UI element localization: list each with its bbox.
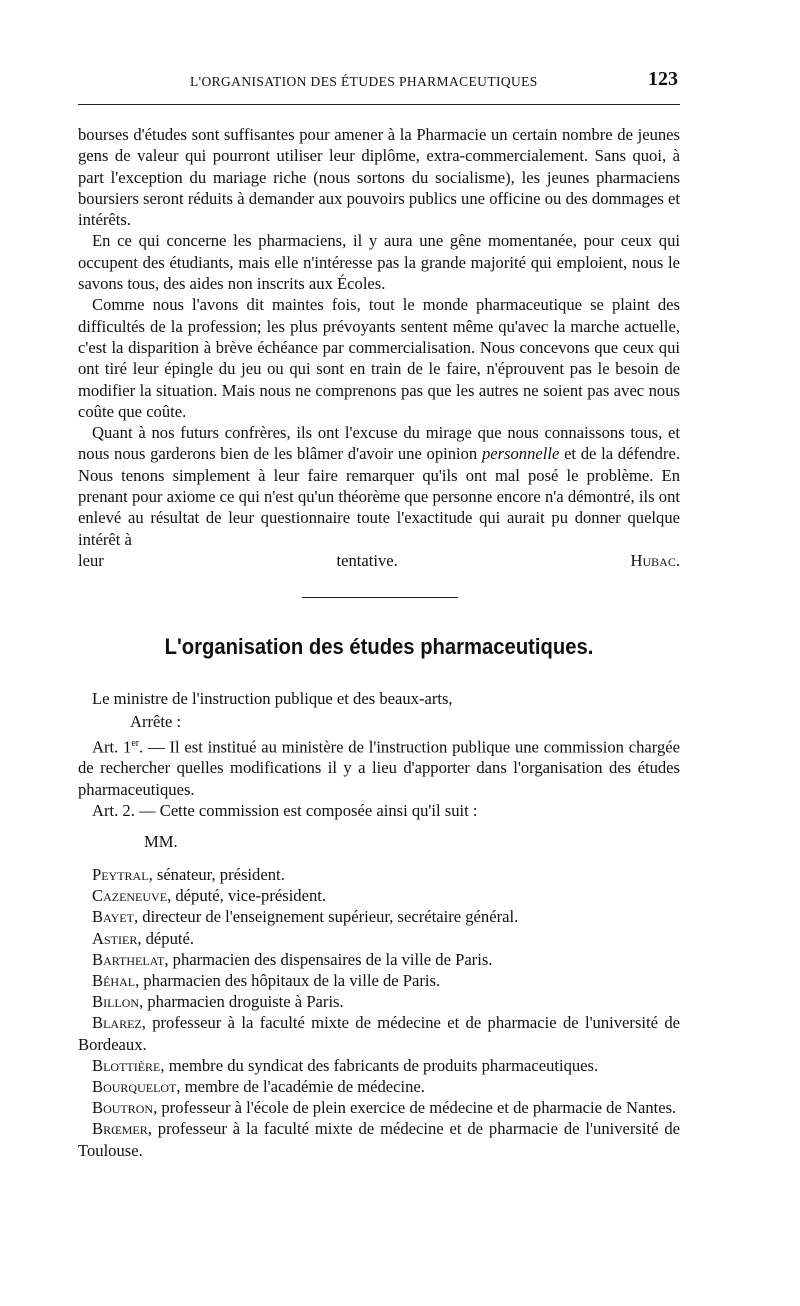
member-name: Bayet — [92, 907, 134, 927]
member-name: Blottière — [92, 1055, 161, 1075]
list-item — [78, 991, 680, 1012]
member-name: Billon — [92, 992, 140, 1012]
paragraph-text: Quant à nos futurs confrères, ils ont l'excuse du mirage que nous connaissons tous, et nous nous garderons bien de les blâmer d'avoir une opinion — [78, 423, 680, 464]
paragraph-text: et de la défendre. Nous tenons simplement à leur faire remarquer qu'ils ont mal posé le problème. En prenant pour axiome ce qui n'est qu'un théorème que personne encore n'a démontré, ils ont enlevé au résultat de leur questionnaire toute l'exactitude qui aurait pu donner quelque intérêt à — [78, 444, 680, 549]
running-title: L'ORGANISATION DES ÉTUDES PHARMACEUTIQUES — [190, 74, 538, 89]
section-separator — [302, 597, 458, 598]
member-name: Brœmer — [92, 1119, 148, 1139]
list-item — [78, 1097, 680, 1118]
member-name: Blarez — [92, 1013, 142, 1033]
article-1 — [78, 733, 680, 800]
list-item — [78, 906, 680, 927]
mm-heading: MM. — [144, 832, 178, 852]
article-title: L'organisation des études pharmaceutiques. — [164, 634, 594, 659]
list-item — [78, 1012, 680, 1054]
list-item — [78, 1055, 680, 1076]
superscript: er — [131, 737, 140, 749]
member-role: , professeur à la faculté mixte de médecine et de pharmacie de l'université de Bordeaux. — [78, 1013, 680, 1054]
paragraph — [78, 422, 680, 550]
author-signature: Hubac. — [630, 550, 680, 570]
member-name: Barthelat — [92, 949, 165, 969]
minister-line: Le ministre de l'instruction publique et des beaux-arts, — [92, 689, 453, 708]
paragraph: En ce qui concerne les pharmaciens, il y aura une gêne momentanée, pour ceux qui occupent des étudiants, mais elle n'intéresse pas la grande majorité qui emploient, nous le savons tous, des aides non inscrits aux Écoles. — [78, 231, 680, 294]
header-rule — [78, 104, 680, 105]
paragraph: bourses d'études sont suffisantes pour amener à la Pharmacie un certain nombre de jeunes gens de valeur qui pourront utiliser leur diplôme, extra-commercialement. Sans quoi, à part l'exception du mariage riche (nous sortons du socialisme), les jeunes pharmaciens boursiers seront réduits à demander aux pouvoirs publics une officine ou des dommages et intérêts. — [78, 125, 680, 230]
decree-text — [78, 688, 680, 859]
list-item — [78, 1076, 680, 1097]
member-role: , sénateur, président. — [148, 865, 285, 884]
arrete-line: Arrête : — [130, 712, 182, 732]
list-item — [78, 970, 680, 991]
member-role: , professeur à l'école de plein exercice de médecine et de pharmacie de Nantes. — [153, 1098, 677, 1118]
commission-members — [78, 864, 680, 1161]
article-2: Art. 2. — Cette commission est composée ainsi qu'il suit : — [92, 801, 478, 821]
member-name: Boutron — [92, 1098, 154, 1118]
list-item — [78, 1118, 680, 1160]
member-name: Bourquelot — [92, 1077, 177, 1097]
article-text: . — Il est institué au ministère de l'instruction publique une commission chargée de rechercher quelles modifications il y a lieu d'apporter dans l'organisation des études pharmaceutiques. — [78, 737, 680, 799]
paragraph-text: leur tentative. — [78, 550, 398, 570]
member-role: , pharmacien des hôpitaux de la ville de Paris. — [135, 971, 441, 991]
member-role: , député, vice-président. — [167, 886, 327, 906]
member-role: , directeur de l'enseignement supérieur, secrétaire général. — [133, 907, 519, 927]
page-number: 123 — [648, 68, 678, 90]
member-name: Cazeneuve — [92, 886, 168, 906]
list-item — [78, 864, 680, 885]
member-name: Peytral — [92, 865, 149, 884]
member-role: , pharmacien des dispensaires de la ville de Paris. — [164, 949, 493, 969]
list-item — [78, 949, 680, 970]
member-name: Béhal — [92, 971, 136, 991]
member-name: Astier — [92, 928, 138, 948]
italic-word: personnelle — [481, 444, 560, 464]
previous-article-text — [78, 124, 680, 571]
list-item — [78, 885, 680, 906]
list-item — [78, 928, 680, 949]
signature-line — [78, 550, 680, 571]
member-role: , membre du syndicat des fabricants de produits pharmaceutiques. — [160, 1055, 599, 1075]
member-role: , pharmacien droguiste à Paris. — [139, 992, 344, 1012]
member-role: , membre de l'académie de médecine. — [176, 1077, 425, 1097]
member-role: , député. — [137, 928, 195, 948]
member-role: , professeur à la faculté mixte de médecine et de pharmacie de l'université de Toulouse. — [78, 1119, 680, 1160]
paragraph: Comme nous l'avons dit maintes fois, tout le monde pharmaceutique se plaint des difficultés de la profession; les plus prévoyants sentent même qu'avec la marche actuelle, c'est la disparition à brève échéance par commercialisation. Nous concevons que ceux qui ont tiré leur épingle du jeu ou qui sont en train de le faire, n'éprouvent pas le besoin de modifier la situation. Mais nous ne comprenons pas que les autres ne soient pas avec nous coûte que coûte. — [78, 295, 680, 421]
article-label: Art. 1 — [92, 737, 132, 757]
